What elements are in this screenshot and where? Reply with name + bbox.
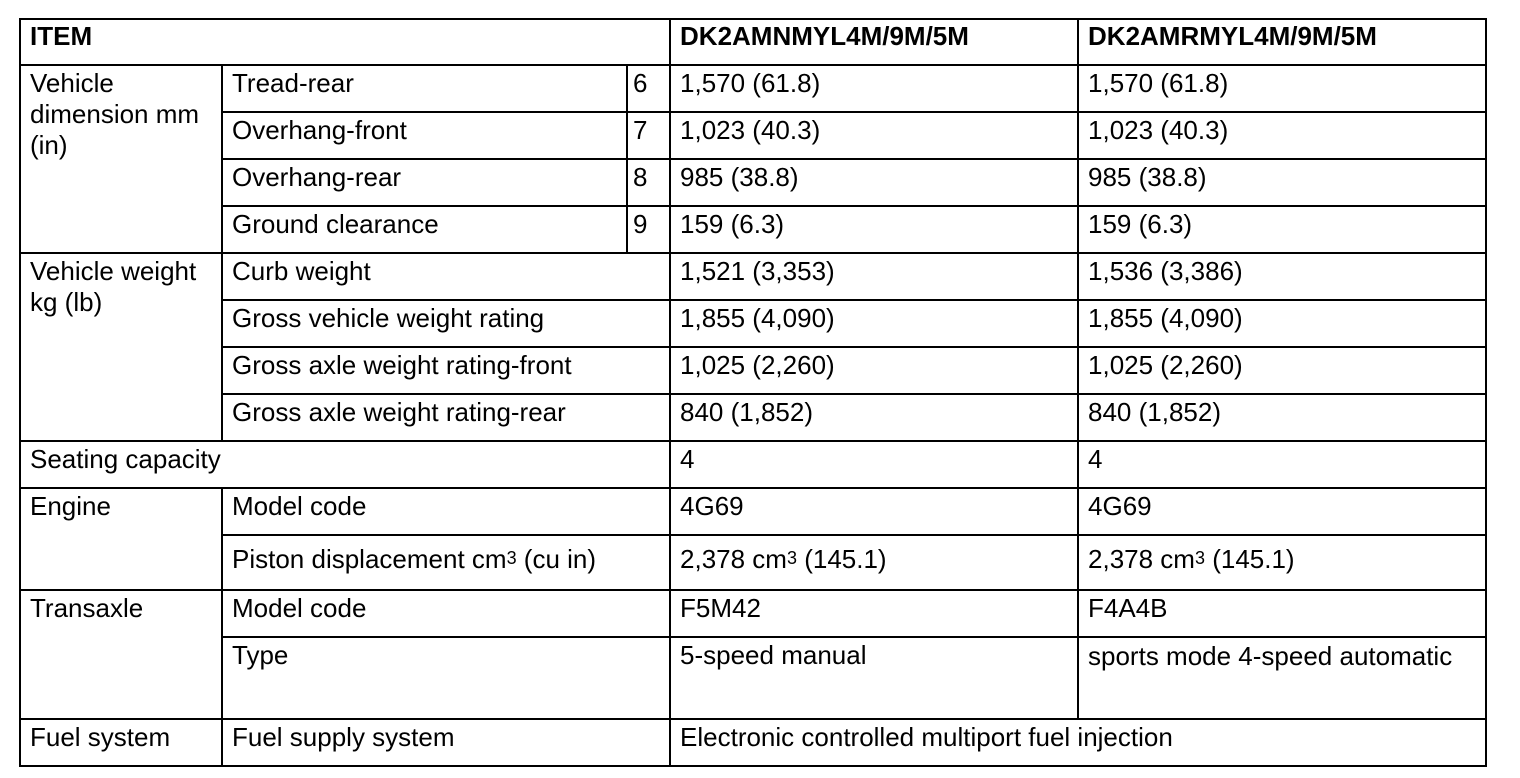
value-model-a: 1,570 (61.8)	[670, 65, 1078, 112]
group-vehicle-dimension: Vehicle dimension mm (in)	[20, 65, 222, 253]
row-number: 9	[627, 206, 670, 253]
table-row	[20, 488, 1486, 535]
value-model-a: 159 (6.3)	[670, 206, 1078, 253]
table-row	[20, 535, 1486, 590]
row-label: Gross axle weight rating-rear	[222, 394, 670, 441]
row-label: Overhang-front	[222, 112, 627, 159]
displacement-value-b-rest: (145.1)	[1204, 544, 1295, 574]
group-vehicle-weight: Vehicle weight kg (lb)	[20, 253, 222, 441]
value-model-b: 840 (1,852)	[1078, 394, 1486, 441]
value-model-a: 1,025 (2,260)	[670, 347, 1078, 394]
value-model-b: 1,855 (4,090)	[1078, 300, 1486, 347]
value-model-a: 4G69	[670, 488, 1078, 535]
row-number: 7	[627, 112, 670, 159]
table-row	[20, 394, 1486, 441]
table-row	[20, 112, 1486, 159]
group-transaxle: Transaxle	[20, 590, 222, 719]
row-label: Gross axle weight rating-front	[222, 347, 670, 394]
superscript: 3	[786, 548, 797, 568]
table-row	[20, 590, 1486, 637]
table-row	[20, 253, 1486, 300]
header-model-b: DK2AMRMYL4M/9M/5M	[1078, 19, 1486, 65]
displacement-label-unit: (cu in)	[516, 544, 597, 574]
superscript: 3	[506, 548, 517, 568]
table-row	[20, 159, 1486, 206]
value-model-b: F4A4B	[1078, 590, 1486, 637]
value-model-a	[670, 535, 1078, 590]
spec-table	[19, 18, 1487, 767]
value-model-a: 4	[670, 441, 1078, 488]
row-label: Fuel supply system	[222, 719, 670, 766]
row-label: Tread-rear	[222, 65, 627, 112]
value-model-a: F5M42	[670, 590, 1078, 637]
table-row	[20, 719, 1486, 766]
group-engine: Engine	[20, 488, 222, 590]
value-model-b	[1078, 535, 1486, 590]
displacement-value-b: 2,378 cm	[1088, 544, 1195, 574]
value-model-b: 985 (38.8)	[1078, 159, 1486, 206]
row-label: Curb weight	[222, 253, 670, 300]
displacement-label-text: Piston displacement cm	[232, 544, 507, 574]
displacement-label	[222, 535, 670, 590]
row-label: Model code	[222, 590, 670, 637]
row-label: Type	[222, 637, 670, 719]
value-model-a: 5-speed manual	[670, 637, 1078, 719]
table-row	[20, 206, 1486, 253]
value-model-b: 159 (6.3)	[1078, 206, 1486, 253]
value-model-a: 1,521 (3,353)	[670, 253, 1078, 300]
fuel-value: Electronic controlled multiport fuel injection	[670, 719, 1486, 766]
displacement-value-a: 2,378 cm	[680, 544, 787, 574]
header-item: ITEM	[20, 19, 670, 65]
table-row	[20, 65, 1486, 112]
table-row	[20, 347, 1486, 394]
value-model-b: sports mode 4-speed automatic	[1078, 637, 1486, 719]
header-row	[20, 19, 1486, 65]
superscript: 3	[1194, 548, 1205, 568]
value-model-a: 985 (38.8)	[670, 159, 1078, 206]
group-fuel-system: Fuel system	[20, 719, 222, 766]
seating-label: Seating capacity	[20, 441, 670, 488]
table-row	[20, 441, 1486, 488]
displacement-value-a-rest: (145.1)	[796, 544, 887, 574]
row-label: Model code	[222, 488, 670, 535]
value-model-b: 4	[1078, 441, 1486, 488]
value-model-b: 1,536 (3,386)	[1078, 253, 1486, 300]
header-model-a: DK2AMNMYL4M/9M/5M	[670, 19, 1078, 65]
row-label: Ground clearance	[222, 206, 627, 253]
row-label: Overhang-rear	[222, 159, 627, 206]
value-model-b: 1,025 (2,260)	[1078, 347, 1486, 394]
value-model-b: 1,023 (40.3)	[1078, 112, 1486, 159]
row-number: 8	[627, 159, 670, 206]
table-row	[20, 637, 1486, 719]
value-model-a: 1,855 (4,090)	[670, 300, 1078, 347]
value-model-b: 1,570 (61.8)	[1078, 65, 1486, 112]
value-model-a: 1,023 (40.3)	[670, 112, 1078, 159]
table-row	[20, 300, 1486, 347]
value-model-a: 840 (1,852)	[670, 394, 1078, 441]
row-number: 6	[627, 65, 670, 112]
row-label: Gross vehicle weight rating	[222, 300, 670, 347]
value-model-b: 4G69	[1078, 488, 1486, 535]
